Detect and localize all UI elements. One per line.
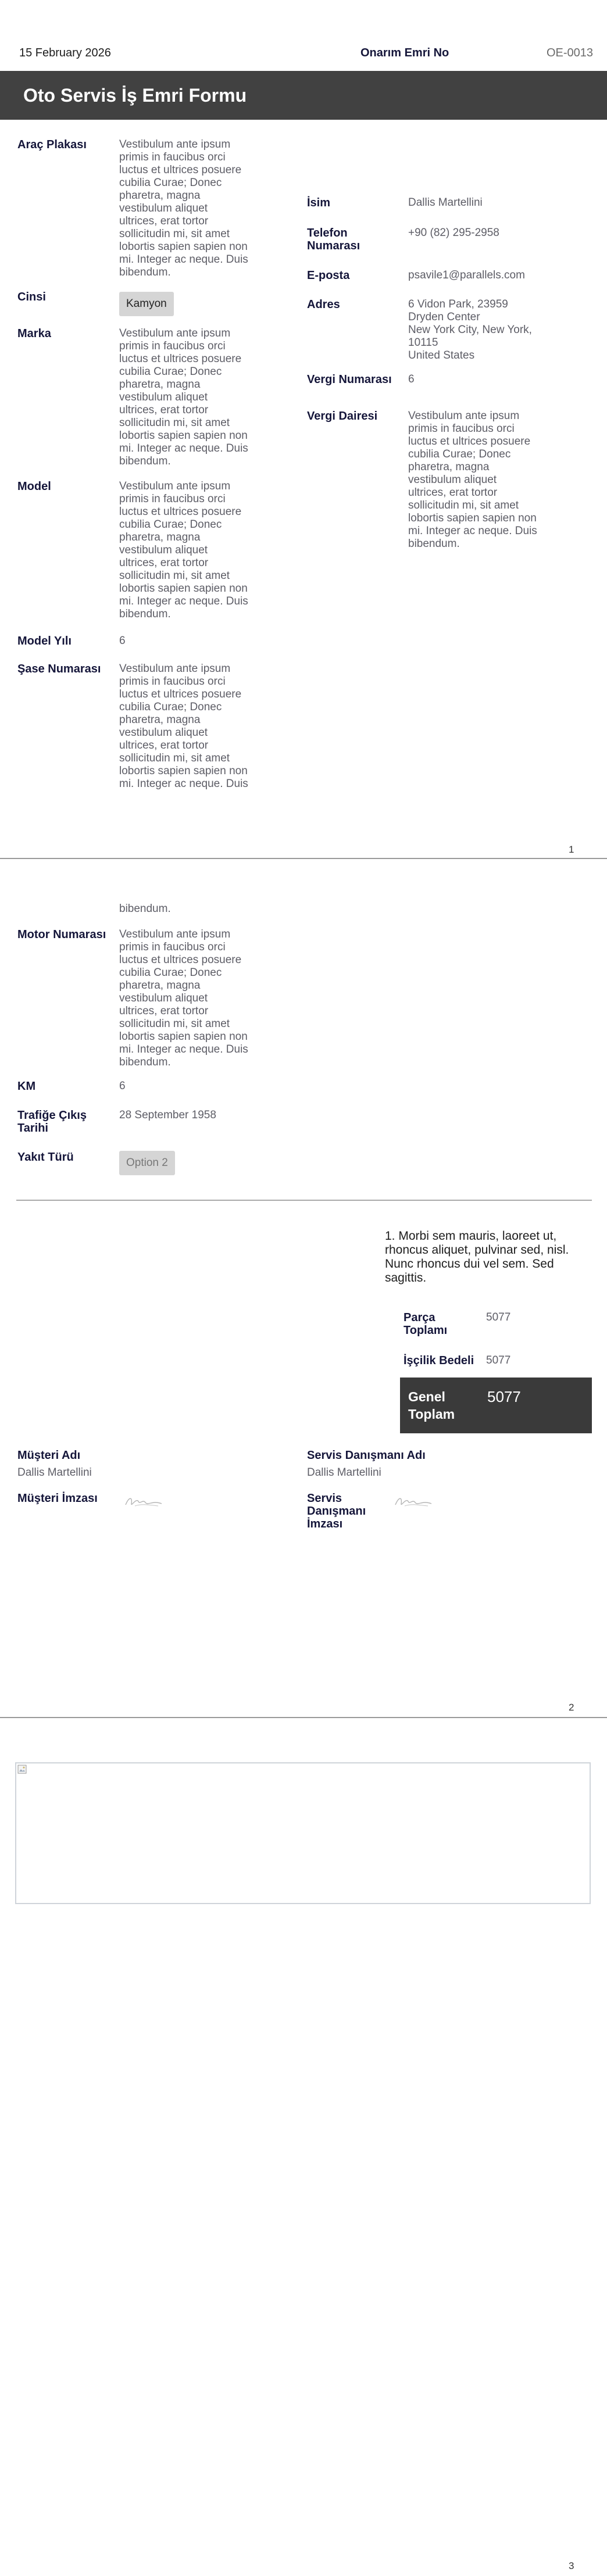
advisor-signature-label: Servis Danışmanı İmzası: [307, 1492, 366, 1530]
text-line: sagittis.: [385, 1271, 427, 1285]
text-line: lobortis sapien sapien non: [119, 430, 248, 442]
grand-total-value: 5077: [487, 1388, 521, 1405]
text-line: luctus et ultrices posuere: [119, 688, 242, 700]
chassis-value: [119, 663, 265, 790]
name-value: Dallis Martellini: [408, 196, 483, 209]
text-line: sollicitudin mi, sit amet: [119, 417, 230, 429]
tax-no-value: 6: [408, 373, 415, 385]
tax-office-label: Vergi Dairesi: [307, 410, 378, 423]
text-line: luctus et ultrices posuere: [119, 506, 242, 518]
text-line: pharetra, magna: [408, 461, 490, 473]
fuel-badge: Option 2: [119, 1151, 175, 1175]
text-line: pharetra, magna: [119, 189, 201, 202]
customer-signature-image: [123, 1492, 164, 1509]
page-break-1: [0, 858, 607, 859]
page-title: Oto Servis İş Emri Formu: [23, 85, 247, 106]
text-line: mi. Integer ac neque. Duis: [119, 1043, 248, 1056]
advisor-name-value: Dallis Martellini: [307, 1466, 381, 1479]
text-line: sollicitudin mi, sit amet: [119, 1018, 230, 1030]
text-line: primis in faucibus orci: [119, 151, 226, 163]
text-line: pharetra, magna: [119, 979, 201, 992]
labor-total-label: İşçilik Bedeli: [404, 1354, 474, 1367]
text-line: 10115: [408, 337, 438, 349]
text-line: vestibulum aliquet: [408, 474, 497, 486]
phone-label: Telefon Numarası: [307, 227, 360, 252]
type-label: Cinsi: [17, 291, 46, 303]
text-line: pharetra, magna: [119, 378, 201, 391]
engine-value: [119, 928, 265, 1069]
text-line: vestibulum aliquet: [119, 391, 208, 403]
text-line: primis in faucibus orci: [119, 941, 226, 953]
page-break-2: [0, 1717, 607, 1718]
text-line: luctus et ultrices posuere: [119, 353, 242, 365]
grand-total-label: Genel Toplam: [408, 1389, 455, 1422]
text-line: cubilia Curae; Donec: [408, 448, 511, 460]
text-line: 6 Vidon Park, 23959: [408, 298, 508, 310]
text-line: bibendum.: [119, 608, 171, 620]
tax-office-value: [408, 410, 554, 550]
km-value: 6: [119, 1080, 126, 1092]
address-value: [408, 298, 554, 362]
text-line: primis in faucibus orci: [119, 675, 226, 688]
text-line: bibendum.: [408, 538, 460, 550]
text-line: Vestibulum ante ipsum: [119, 663, 231, 675]
advisor-signature-image: [393, 1492, 434, 1509]
text-line: Vestibulum ante ipsum: [408, 410, 520, 422]
text-line: mi. Integer ac neque. Duis: [408, 525, 537, 537]
brand-label: Marka: [17, 327, 51, 340]
text-line: mi. Integer ac neque. Duis: [119, 253, 248, 266]
text-line: Vestibulum ante ipsum: [119, 480, 231, 492]
page-number-1: 1: [569, 844, 574, 855]
form-date: 15 February 2026: [19, 46, 111, 59]
text-line: 1. Morbi sem mauris, laoreet ut,: [385, 1229, 557, 1243]
chassis-value-continued: bibendum.: [119, 903, 171, 915]
text-line: mi. Integer ac neque. Duis: [119, 778, 248, 790]
text-line: pharetra, magna: [119, 531, 201, 543]
text-line: Dryden Center: [408, 311, 480, 323]
text-line: vestibulum aliquet: [119, 727, 208, 739]
text-line: sollicitudin mi, sit amet: [119, 570, 230, 582]
text-line: lobortis sapien sapien non: [119, 765, 248, 777]
brand-value: [119, 327, 265, 468]
engine-label: Motor Numarası: [17, 928, 106, 941]
broken-image-icon: [17, 1765, 27, 1774]
text-line: ultrices, erat tortor: [119, 557, 209, 569]
text-line: lobortis sapien sapien non: [119, 241, 248, 253]
text-line: ultrices, erat tortor: [119, 404, 209, 416]
form-number-label: Onarım Emri No: [360, 46, 449, 59]
km-label: KM: [17, 1080, 36, 1093]
grand-total-box: [400, 1378, 592, 1433]
text-line: luctus et ultrices posuere: [119, 954, 242, 966]
year-label: Model Yılı: [17, 635, 72, 647]
model-label: Model: [17, 480, 51, 493]
text-line: sollicitudin mi, sit amet: [119, 228, 230, 240]
text-line: vestibulum aliquet: [119, 202, 208, 214]
text-line: cubilia Curae; Donec: [119, 177, 222, 189]
text-line: bibendum.: [119, 266, 171, 278]
text-line: primis in faucibus orci: [408, 423, 515, 435]
text-line: ultrices, erat tortor: [119, 215, 209, 227]
title-bar: [0, 71, 607, 120]
customer-name-label: Müşteri Adı: [17, 1449, 81, 1462]
plate-label: Araç Plakası: [17, 138, 87, 151]
text-line: lobortis sapien sapien non: [119, 1031, 248, 1043]
text-line: primis in faucibus orci: [119, 340, 226, 352]
page-number-2: 2: [569, 1702, 574, 1713]
text-line: bibendum.: [119, 1056, 171, 1068]
chassis-label: Şase Numarası: [17, 663, 101, 675]
advisor-name-label: Servis Danışmanı Adı: [307, 1449, 426, 1462]
plate-value: [119, 138, 265, 279]
text-line: vestibulum aliquet: [119, 992, 208, 1004]
parts-total-value: 5077: [486, 1311, 511, 1323]
text-line: vestibulum aliquet: [119, 544, 208, 556]
customer-signature-label: Müşteri İmzası: [17, 1492, 98, 1505]
text-line: luctus et ultrices posuere: [119, 164, 242, 176]
text-line: cubilia Curae; Donec: [119, 518, 222, 531]
year-value: 6: [119, 635, 126, 647]
text-line: United States: [408, 349, 475, 362]
phone-value: +90 (82) 295-2958: [408, 227, 499, 239]
text-line: sollicitudin mi, sit amet: [408, 499, 519, 511]
text-line: Vestibulum ante ipsum: [119, 138, 231, 151]
traffic-date-value: 28 September 1958: [119, 1109, 216, 1121]
text-line: Vestibulum ante ipsum: [119, 327, 231, 339]
text-line: ultrices, erat tortor: [408, 486, 498, 499]
labor-total-value: 5077: [486, 1354, 511, 1366]
text-line: sollicitudin mi, sit amet: [119, 752, 230, 764]
text-line: bibendum.: [119, 455, 171, 467]
text-line: cubilia Curae; Donec: [119, 967, 222, 979]
text-line: ultrices, erat tortor: [119, 1005, 209, 1017]
address-label: Adres: [307, 298, 340, 311]
text-line: ultrices, erat tortor: [119, 739, 209, 752]
text-line: cubilia Curae; Donec: [119, 366, 222, 378]
notes-paragraph: [385, 1229, 585, 1285]
email-value: psavile1@parallels.com: [408, 269, 525, 281]
text-line: mi. Integer ac neque. Duis: [119, 595, 248, 607]
email-label: E-posta: [307, 269, 350, 282]
text-line: rhoncus aliquet, pulvinar sed, nisl.: [385, 1243, 569, 1257]
form-number: OE-0013: [547, 46, 594, 59]
page-number-3: 3: [569, 2560, 574, 2571]
traffic-date-label: Trafiğe Çıkış Tarihi: [17, 1109, 87, 1135]
fuel-label: Yakıt Türü: [17, 1151, 74, 1164]
text-line: New York City, New York,: [408, 324, 532, 336]
parts-total-label: Parça Toplamı: [404, 1311, 448, 1337]
text-line: Vestibulum ante ipsum: [119, 928, 231, 940]
type-badge: Kamyon: [119, 292, 174, 316]
image-placeholder: [15, 1762, 591, 1904]
text-line: lobortis sapien sapien non: [119, 582, 248, 595]
tax-no-label: Vergi Numarası: [307, 373, 392, 386]
text-line: Nunc rhoncus dui vel sem. Sed: [385, 1257, 554, 1271]
text-line: cubilia Curae; Donec: [119, 701, 222, 713]
text-line: pharetra, magna: [119, 714, 201, 726]
text-line: lobortis sapien sapien non: [408, 512, 537, 524]
customer-name-value: Dallis Martellini: [17, 1466, 92, 1479]
name-label: İsim: [307, 196, 331, 209]
section-divider: [16, 1200, 592, 1201]
text-line: mi. Integer ac neque. Duis: [119, 442, 248, 455]
text-line: luctus et ultrices posuere: [408, 435, 531, 448]
model-value: [119, 480, 265, 621]
text-line: primis in faucibus orci: [119, 493, 226, 505]
